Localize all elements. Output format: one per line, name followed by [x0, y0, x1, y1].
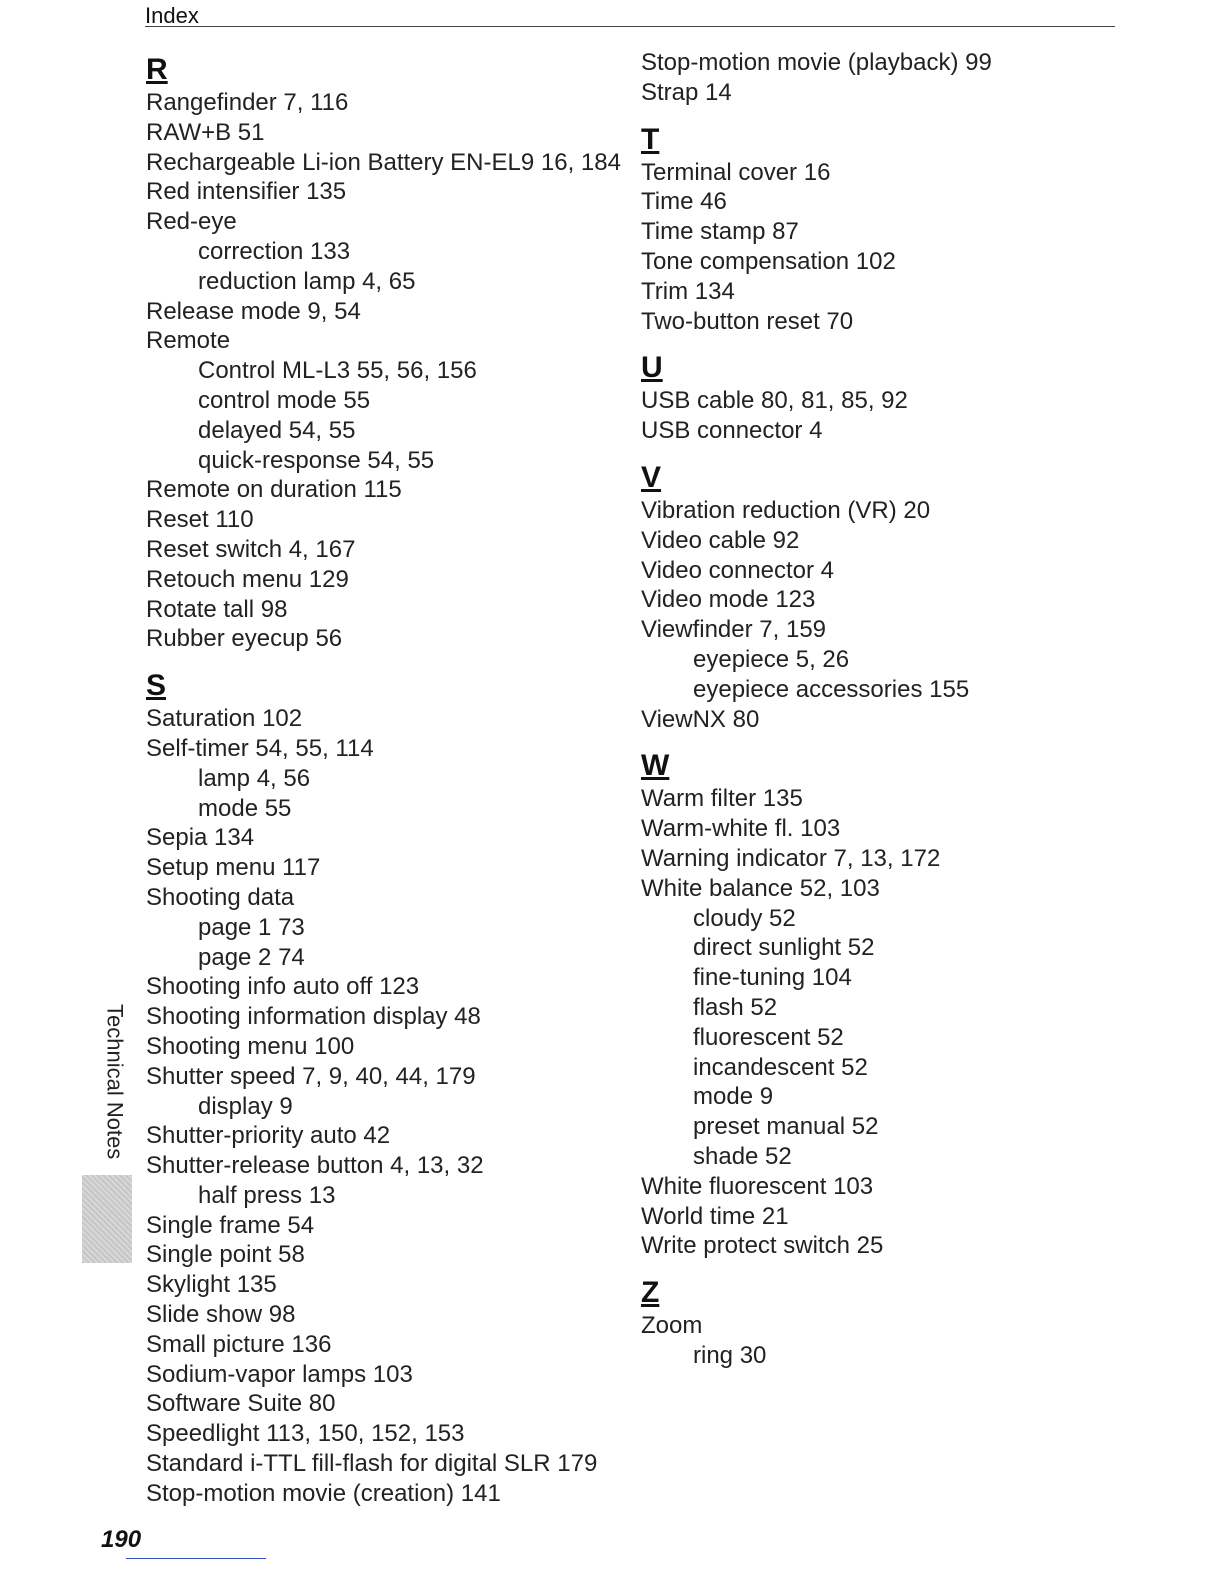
- index-entry: Shutter speed 7, 9, 40, 44, 179: [146, 1062, 476, 1090]
- index-entry: Retouch menu 129: [146, 565, 349, 593]
- side-tab-label: Technical Notes: [102, 1004, 128, 1160]
- index-entry: Video cable 92: [641, 526, 800, 554]
- index-subentry: mode 55: [198, 794, 292, 822]
- index-subentry: eyepiece accessories 155: [693, 675, 970, 703]
- index-entry: Shutter-release button 4, 13, 32: [146, 1152, 484, 1180]
- index-subentry: fluorescent 52: [693, 1023, 844, 1051]
- index-entry: Software Suite 80: [146, 1390, 336, 1418]
- index-subentry: incandescent 52: [693, 1053, 868, 1081]
- index-section: [146, 668, 616, 1509]
- index-entry: Terminal cover 16: [641, 158, 831, 186]
- index-entry: Shooting information display 48: [146, 1003, 481, 1031]
- index-entry: Write protect switch 25: [641, 1232, 884, 1260]
- index-subentry: page 2 74: [198, 943, 305, 971]
- index-entry: Trim 134: [641, 277, 735, 305]
- index-entry: Saturation 102: [146, 705, 303, 733]
- section-letter-heading: W: [641, 749, 670, 783]
- section-letter-heading: U: [641, 351, 663, 385]
- index-entry: Warm filter 135: [641, 785, 803, 813]
- side-tab-marker: [82, 1175, 132, 1263]
- index-section: [146, 52, 621, 654]
- index-subentry: eyepiece 5, 26: [693, 645, 850, 673]
- header-rule: [145, 26, 1115, 27]
- index-entry: Single frame 54: [146, 1211, 315, 1239]
- index-section: [641, 122, 1111, 337]
- index-entry: Sodium-vapor lamps 103: [146, 1360, 413, 1388]
- index-entry: Remote: [146, 327, 231, 355]
- index-subentry: cloudy 52: [693, 904, 796, 932]
- index-entry: Shooting menu 100: [146, 1032, 355, 1060]
- index-entry: Shooting data: [146, 883, 295, 911]
- index-section: [641, 460, 1111, 734]
- section-letter-heading: T: [641, 122, 660, 156]
- index-entry: Single point 58: [146, 1241, 305, 1269]
- index-section: [641, 48, 1111, 108]
- index-subentry: lamp 4, 56: [198, 764, 311, 792]
- index-subentry: fine-tuning 104: [693, 964, 852, 992]
- index-subentry: preset manual 52: [693, 1113, 879, 1141]
- index-entry: Shooting info auto off 123: [146, 973, 420, 1001]
- index-subentry: ring 30: [693, 1341, 767, 1369]
- index-entry: RAW+B 51: [146, 118, 265, 146]
- index-entry: Warning indicator 7, 13, 172: [641, 844, 941, 872]
- index-column-right: [641, 48, 1111, 1385]
- index-entry: Vibration reduction (VR) 20: [641, 496, 931, 524]
- index-entry: USB connector 4: [641, 417, 823, 445]
- index-entry: Stop-motion movie (creation) 141: [146, 1479, 501, 1507]
- index-entry: Speedlight 113, 150, 152, 153: [146, 1420, 465, 1448]
- index-section: [641, 748, 1111, 1261]
- index-entry: Setup menu 117: [146, 854, 321, 882]
- index-entry: Rangefinder 7, 116: [146, 89, 349, 116]
- index-entry: ViewNX 80: [641, 705, 760, 733]
- index-entry: Reset switch 4, 167: [146, 535, 356, 563]
- index-section: [641, 1275, 1111, 1371]
- index-entry: Rubber eyecup 56: [146, 625, 343, 653]
- index-entry: Shutter-priority auto 42: [146, 1122, 391, 1150]
- index-entry: Red intensifier 135: [146, 178, 347, 206]
- index-entry: Red-eye: [146, 208, 237, 236]
- index-subentry: shade 52: [693, 1142, 792, 1170]
- index-column-left: [146, 52, 621, 1523]
- index-subentry: display 9: [198, 1092, 293, 1120]
- section-letter-heading: R: [146, 53, 168, 86]
- index-entry: Rotate tall 98: [146, 595, 288, 623]
- index-subentry: mode 9: [693, 1083, 774, 1111]
- index-entry: Self-timer 54, 55, 114: [146, 734, 374, 762]
- index-entry: World time 21: [641, 1202, 789, 1230]
- index-entry: Warm-white fl. 103: [641, 815, 841, 843]
- section-letter-heading: V: [641, 460, 662, 494]
- index-entry: Zoom: [641, 1312, 703, 1340]
- index-subentry: quick-response 54, 55: [198, 446, 435, 474]
- footer-rule: [126, 1558, 266, 1559]
- index-subentry: direct sunlight 52: [693, 934, 875, 962]
- index-entry: Reset 110: [146, 506, 254, 534]
- index-entry: Stop-motion movie (playback) 99: [641, 49, 992, 76]
- index-subentry: page 1 73: [198, 913, 305, 941]
- index-entry: USB cable 80, 81, 85, 92: [641, 387, 908, 415]
- index-entry: White fluorescent 103: [641, 1172, 874, 1200]
- index-entry: Slide show 98: [146, 1301, 296, 1329]
- index-entry: Rechargeable Li-ion Battery EN-EL9 16, 184: [146, 148, 621, 176]
- index-subentry: flash 52: [693, 993, 778, 1021]
- index-entry: Tone compensation 102: [641, 247, 896, 275]
- page-header-title: Index: [145, 3, 199, 28]
- index-entry: Sepia 134: [146, 824, 255, 852]
- section-letter-heading: S: [146, 669, 167, 703]
- index-entry: Strap 14: [641, 78, 732, 106]
- index-entry: Time 46: [641, 188, 727, 216]
- index-entry: Small picture 136: [146, 1330, 332, 1358]
- index-subentry: Control ML-L3 55, 56, 156: [198, 357, 477, 385]
- index-section: [641, 350, 1111, 446]
- index-subentry: correction 133: [198, 237, 351, 265]
- index-entry: Time stamp 87: [641, 218, 799, 246]
- index-subentry: half press 13: [198, 1181, 336, 1209]
- index-subentry: delayed 54, 55: [198, 416, 356, 444]
- index-entry: Remote on duration 115: [146, 476, 402, 504]
- index-entry: Viewfinder 7, 159: [641, 616, 827, 644]
- index-entry: Release mode 9, 54: [146, 297, 361, 325]
- index-entry: Two-button reset 70: [641, 307, 854, 335]
- index-entry: Video connector 4: [641, 556, 835, 584]
- index-entry: Standard i-TTL fill-flash for digital SLR 179: [146, 1450, 598, 1478]
- section-letter-heading: Z: [641, 1276, 660, 1310]
- index-entry: Video mode 123: [641, 586, 816, 614]
- index-subentry: control mode 55: [198, 386, 371, 414]
- index-subentry: reduction lamp 4, 65: [198, 267, 416, 295]
- index-entry: White balance 52, 103: [641, 874, 880, 902]
- index-entry: Skylight 135: [146, 1271, 277, 1299]
- page-number: 190: [101, 1526, 142, 1553]
